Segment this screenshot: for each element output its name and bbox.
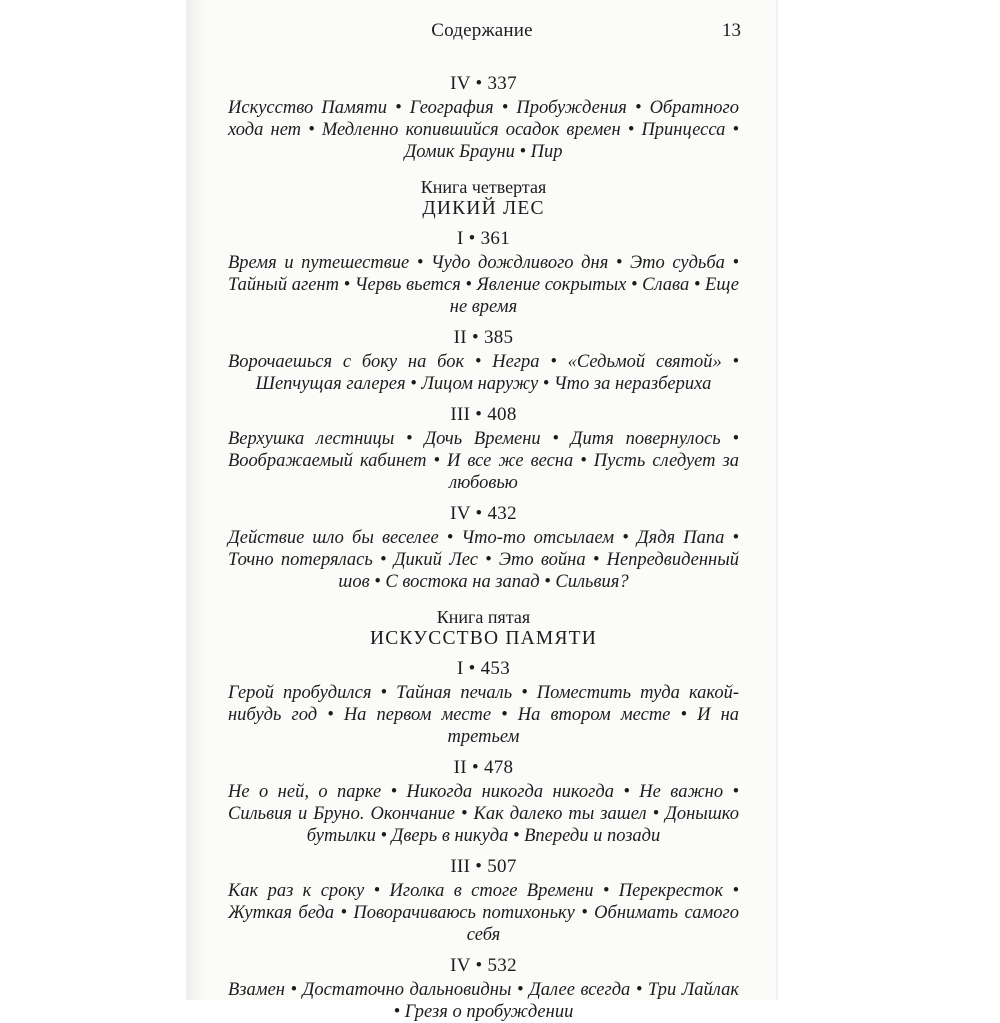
- book-heading: [228, 177, 739, 221]
- part-heading: I • 361: [456, 228, 511, 249]
- book-label: Книга четвертая: [420, 177, 547, 197]
- chapter-list: Ворочаешься с боку на бок • Негра • «Седьмой святой» • Шепчущая галерея • Лицом наружу • Что за неразбериха: [228, 352, 739, 394]
- part-entry: [228, 954, 739, 1023]
- part-entry: [228, 657, 739, 748]
- part-heading: II • 385: [453, 327, 514, 348]
- chapter-list: Верхушка лестницы • Дочь Времени • Дитя повернулось • Воображаемый кабинет • И все же весна • Пусть следует за любовью: [228, 429, 739, 493]
- book-page: [186, 0, 778, 1022]
- part-heading: IV • 432: [450, 503, 517, 524]
- book-title: ДИКИЙ ЛЕС: [422, 198, 545, 219]
- part-heading: IV • 337: [450, 73, 517, 94]
- part-entry: [228, 403, 739, 494]
- part-heading: III • 408: [450, 404, 517, 425]
- part-heading: IV • 532: [450, 955, 517, 976]
- part-entry: [228, 855, 739, 946]
- part-heading: II • 478: [453, 757, 514, 778]
- part-entry: [228, 227, 739, 318]
- chapter-list: Взамен • Достаточно дальновидны • Далее всегда • Три Лайлак • Грезя о пробуждении: [228, 980, 739, 1022]
- part-entry: [228, 72, 739, 163]
- running-title: Содержание: [431, 20, 533, 41]
- table-of-contents: [228, 72, 739, 1023]
- chapter-list: Как раз к сроку • Иголка в стоге Времени • Перекресток • Жуткая беда • Поворачиваюсь потихоньку • Обнимать самого себя: [228, 881, 739, 945]
- part-entry: [228, 502, 739, 593]
- part-entry: [228, 326, 739, 395]
- chapter-list: Герой пробудился • Тайная печаль • Поместить туда какой-нибудь год • На первом месте • На втором месте • И на третьем: [228, 683, 739, 747]
- page-number: 13: [722, 20, 741, 41]
- chapter-list: Искусство Памяти • География • Пробуждения • Обратного хода нет • Медленно копившийся осадок времен • Принцесса • Домик Брауни • Пир: [228, 98, 739, 162]
- chapter-list: Не о ней, о парке • Никогда никогда никогда • Не важно • Сильвия и Бруно. Окончание • Как далеко ты зашел • Донышко бутылки • Дверь в никуда • Впереди и позади: [228, 782, 739, 846]
- part-entry: [228, 756, 739, 847]
- chapter-list: Действие шло бы веселее • Что-то отсылаем • Дядя Папа • Точно потерялась • Дикий Лес • Это война • Непредвиденный шов • С востока на запад • Сильвия?: [228, 528, 739, 592]
- book-title: ИСКУССТВО ПАМЯТИ: [369, 628, 598, 649]
- part-heading: III • 507: [450, 856, 517, 877]
- part-heading: I • 453: [456, 658, 511, 679]
- running-head: [186, 20, 778, 46]
- chapter-list: Время и путешествие • Чудо дождливого дня • Это судьба • Тайный агент • Червь вьется • Явление сокрытых • Слава • Еще не время: [228, 253, 739, 317]
- book-label: Книга пятая: [436, 607, 531, 627]
- book-heading: [228, 607, 739, 651]
